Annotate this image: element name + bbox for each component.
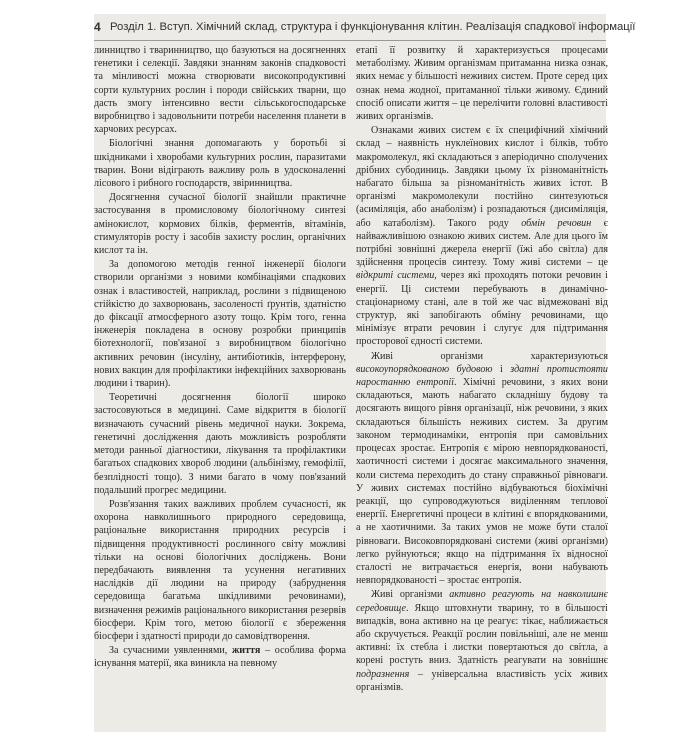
paragraph <box>356 124 608 348</box>
italic-term: подразнення <box>356 668 410 680</box>
text-run: За сучасними уявленнями, <box>109 645 228 657</box>
paragraph <box>356 350 608 588</box>
text-run: – універсальна властивість усіх живих організмів. <box>356 668 608 693</box>
text-run: Живі організми характеризуються <box>371 350 608 362</box>
italic-term: обмін речовин <box>521 217 592 229</box>
text-run: – особлива форма існування матерії, яка виникла на певному <box>94 645 346 670</box>
paragraph <box>94 644 346 670</box>
paragraph: линництво і тваринництво, що базуються на досягненнях генетики і селекції. Завдяки знанням законів спадковості та мінливості можна створювати високопродуктивні сорти культурних рослин і породи свійських тварни, що дасть змогу інтенсивно вести сільськогосподарське виробництво і задовольнити потреби населення планети в харчових ресурсах. <box>94 45 346 136</box>
italic-term: активно реагують на навколишнє середовище <box>356 589 609 614</box>
left-column <box>94 44 346 728</box>
text-run: і <box>499 363 503 375</box>
text-run: Живі організми <box>371 589 443 601</box>
text-run: . Хімічні речовини, з яких вони складаються, мають набагато складнішу будову та досягають вищого рівня організації, ніж речовини, з яких складаються більшість неживих систем. За другим законом термодинаміки, ентропія при самовільних процесах зростає. Ентропія є мірою невпорядкованості, хаотичності системи і досягає максимального значення, коли система переходить до стану справжньої рівноваги. У живих системах постійно відбуваються біохімічні реакції, що супроводжуються виділенням теплової енергії. Енергетичні процеси в клітині є впорядкованими, а не хаотичними. За таких умов не може бути сталої рівноваги. Високовпорядковані системи (живі організми) легко руйнуються; якщо на підтримання їх відносної сталості не витрачається енергія, вони набувають невпорядкованості – зростає ентропія. <box>356 377 608 587</box>
chapter-title: Розділ 1. Вступ. Хімічний склад, структура і функціонування клітин. Реалізація спадкової інформації <box>110 21 636 33</box>
bold-term: життя <box>231 645 261 657</box>
paragraph: За допомогою методів генної інженерії біологи створили організми з новими комбінаціями спадкових ознак і властивостей, наприклад, рослини з підвищеною стійкістю до захворювань, засоленості ґрунтів, здатністю до фіксації атмосферного азоту тощо. Крім того, генна інженерія покладена в основу розробки принципів біотехнології, пов'язаної з виробництвом біологічно активних речовин (інсуліну, антибіотиків, інтерферону, нових вакцин для профілактики інфекційних захворювань людини і тварин). <box>94 259 346 390</box>
paragraph <box>356 588 608 694</box>
right-column <box>356 44 608 728</box>
paragraph: Досягнення сучасної біології знайшли практичне застосування в промисловому біологічному синтезі амінокислот, кормових білків, ферментів, вітамінів, стимуляторів росту і засобів захисту рослин, органічних кислот та ін. <box>94 192 346 257</box>
italic-term: здатні протистояти наростанню ентропії <box>356 363 608 389</box>
paragraph: Теоретичні досягнення біології широко застосовуються в медицині. Саме відкриття в біології визначають сучасний рівень медичної науки. Зокрема, генетичні дослідження дають можливість розробляти методи ранньої діагностики, лікування та профілактики багатьох спадкових хвороб людини (альбінізму, гемофілії, безплідності тощо). З ними багато в чому пов'язаний подальший прогрес медицини. <box>94 392 346 496</box>
italic-term: високоупорядкованою будовою <box>356 363 493 375</box>
italic-term: відкриті системи <box>356 270 435 282</box>
text-run: є найважливішою ознакою живих систем. Але для цього їм потрібні зовнішні джерела енергії (їжі або світла) для здійснення процесів синтезу. Тому живі системи – це <box>356 217 608 269</box>
paragraph: Біологічні знання допомагають у боротьбі зі шкідниками і хворобами культурних рослин, паразитами тварин. Вони відіграють важливу роль в удосконаленні лісового і рибного господарств, звіринництва. <box>94 138 346 190</box>
paragraph: Розв'язання таких важливих проблем сучасності, як охорона навколишнього природного середовища, раціональне використання природних ресурсів і підвищення продуктивності рослинного світу можливі тільки на основі біологічних досліджень. Вони передбачають виявлення та усунення негативних наслідків дії людини на природу (забруднення середовища багатьма шкідливими речовинами), визначення режимів раціонального використання резервів біосфери. Крім того, метою біології є збереження біосфери і здатності природи до самовідтворення. <box>94 498 346 642</box>
running-header <box>94 14 636 41</box>
book-page <box>94 14 636 732</box>
text-run: . Якщо штовхнути тварину, то в більшості випадків, вона активно на це реагує: тікає, наближається або скручується. Реакції рослин повільніші, але не менш активні: їх стебла і листки повертаються до світла, а корені ростуть вниз. Здатність реагувати на зовнішнє <box>356 602 608 667</box>
text-run: , через які проходять потоки речовин і енергії. Ці системи перебувають в динамічно-стаціонарному стані, але в той же час відмежовані від структур, які запобігають обміну речовинами, що мінімізує втрати речовин і слугує для підтримання просторової єдності системи. <box>356 270 608 348</box>
page-number: 4 <box>94 20 101 34</box>
text-run: Ознаками живих систем є їх специфічний хімічний склад – наявність нуклеїнових кислот і білків, тобто макромолекул, які складаються з аперіодично сполучених дрібних субодиниць. Завдяки цьому їх різноманітність набагато більша за різноманітність живих істот. В організмі макромолекули постійно синтезуються (асиміляція, або анаболізм) і розпадаються (дисиміляція, або катаболізм). Такого роду <box>356 125 608 229</box>
paragraph: етапі її розвитку й характеризується процесами метаболізму. Живим організмам притаманна низка ознак, яких немає у більшості неживих систем. Проте серед цих ознак нема жодної, притаманної тільки живому. Єдиний спосіб описати життя – це перелічити головні властивості живих організмів. <box>356 45 608 123</box>
